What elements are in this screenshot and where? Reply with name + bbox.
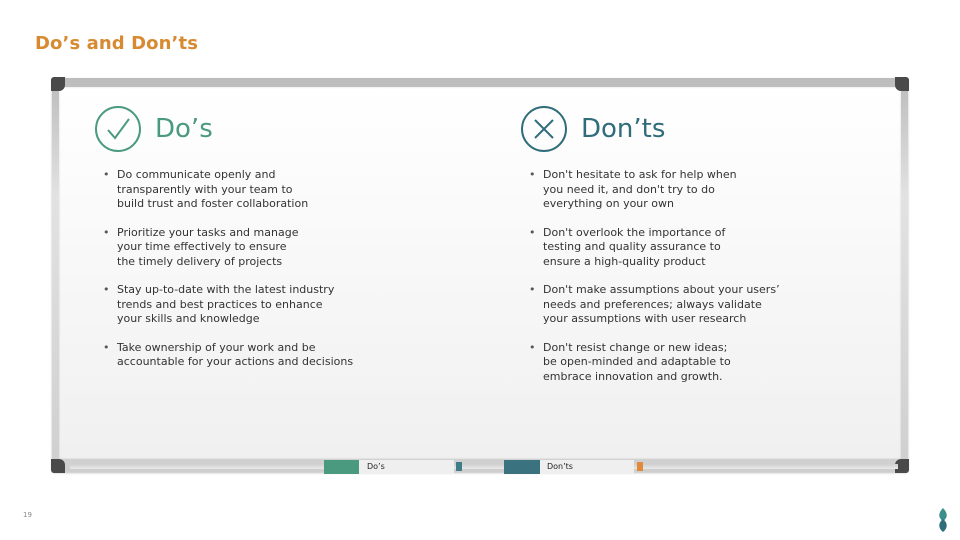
leaf-logo-icon bbox=[936, 507, 950, 533]
marker-tray bbox=[70, 464, 898, 469]
dos-list bbox=[95, 168, 475, 370]
donts-heading: Don’ts bbox=[581, 114, 666, 144]
donts-marker-body bbox=[504, 460, 540, 474]
donts-marker-cap bbox=[637, 462, 643, 471]
dos-marker-body bbox=[324, 460, 359, 474]
board-corner-top-left bbox=[51, 77, 65, 91]
slide-title: Do’s and Don’ts bbox=[35, 33, 199, 54]
page-number: 19 bbox=[23, 511, 32, 519]
donts-header bbox=[521, 104, 901, 154]
x-icon bbox=[521, 106, 567, 152]
donts-marker-label: Don’ts bbox=[540, 460, 634, 474]
list-item: • Don't overlook the importance of testing and quality assurance to ensure a high-quality product bbox=[529, 226, 901, 270]
donts-column bbox=[521, 104, 901, 398]
dos-heading: Do’s bbox=[155, 114, 213, 144]
board-corner-top-right bbox=[895, 77, 909, 91]
board-corner-bottom-left bbox=[51, 459, 65, 473]
check-icon bbox=[95, 106, 141, 152]
dos-header bbox=[95, 104, 475, 154]
list-item: • Stay up-to-date with the latest industry trends and best practices to enhance your skills and knowledge bbox=[103, 283, 475, 327]
list-item: • Don't resist change or new ideas; be open-minded and adaptable to embrace innovation and growth. bbox=[529, 341, 901, 385]
list-item: • Prioritize your tasks and manage your time effectively to ensure the timely delivery of projects bbox=[103, 226, 475, 270]
list-item: • Do communicate openly and transparently with your team to build trust and foster collaboration bbox=[103, 168, 475, 212]
dos-marker-label: Do’s bbox=[359, 460, 454, 474]
dos-marker-cap bbox=[456, 462, 462, 471]
list-item: • Take ownership of your work and be accountable for your actions and decisions bbox=[103, 341, 475, 370]
list-item: • Don't hesitate to ask for help when you need it, and don't try to do everything on your own bbox=[529, 168, 901, 212]
list-item: • Don't make assumptions about your users’ needs and preferences; always validate your assumptions with user research bbox=[529, 283, 901, 327]
dos-column bbox=[95, 104, 475, 384]
donts-list bbox=[521, 168, 901, 384]
